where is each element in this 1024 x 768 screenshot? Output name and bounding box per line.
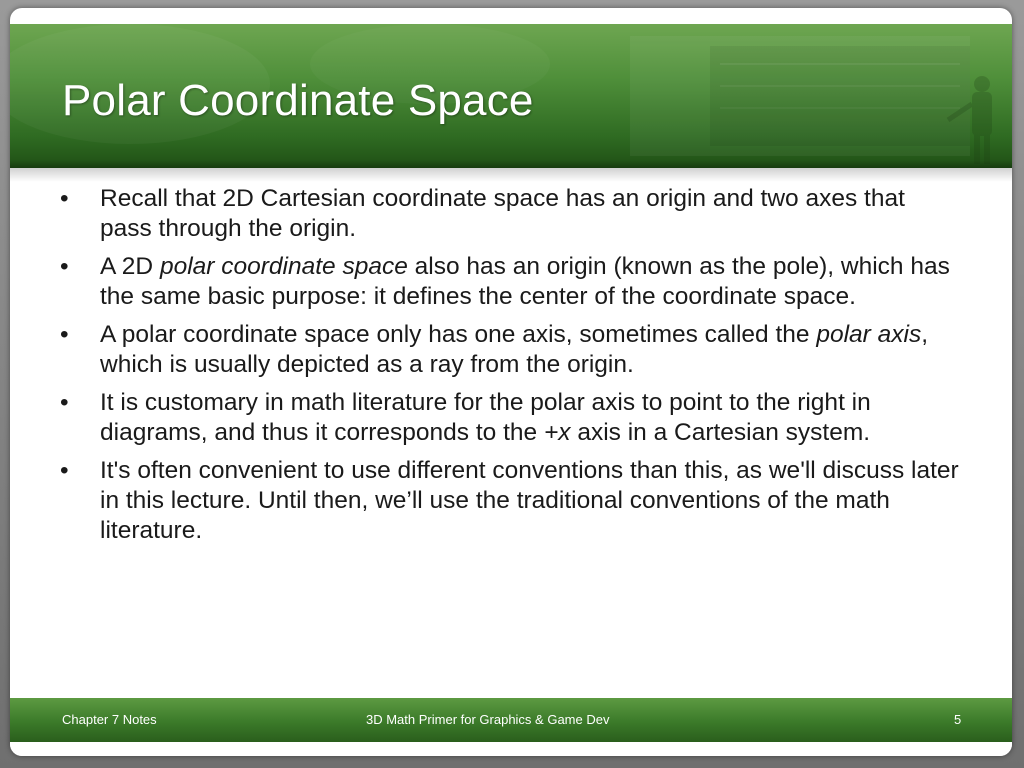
bullet-item <box>60 320 960 380</box>
slide-bottom-margin <box>10 742 1012 756</box>
bullet-text: axis in a Cartesian system. <box>570 419 871 446</box>
bullet-text: A 2D <box>100 253 160 280</box>
bullet-text: Recall that 2D Cartesian coordinate space has an origin and two axes that pass through the origin. <box>100 185 905 242</box>
slide <box>10 8 1012 756</box>
bullet-emphasis-text: +x <box>543 419 571 446</box>
bullet-emphasis-text: polar coordinate space <box>159 253 408 280</box>
bullet-item <box>60 252 960 312</box>
bullet-marker: • <box>60 457 69 484</box>
bullet-marker: • <box>60 253 69 280</box>
slide-number: 5 <box>954 712 962 727</box>
bullet-marker: • <box>60 185 69 212</box>
bullet-item <box>60 184 960 244</box>
bullet-marker: • <box>60 389 69 416</box>
bullet-emphasis-text: polar axis <box>816 321 922 348</box>
bullet-item <box>60 388 960 448</box>
bullet-list <box>60 184 960 554</box>
footer-chapter: Chapter 7 Notes <box>62 712 157 727</box>
slide-title: Polar Coordinate Space <box>62 76 534 125</box>
bullet-marker: • <box>60 321 69 348</box>
title-shadow <box>10 168 1012 182</box>
bullet-item <box>60 456 960 546</box>
bullet-text: A polar coordinate space only has one axis, sometimes called the <box>100 321 817 348</box>
footer-bar <box>10 698 1012 742</box>
footer-book-title: 3D Math Primer for Graphics & Game Dev <box>366 712 610 727</box>
title-banner <box>10 24 1012 168</box>
bullet-text: It is customary in math literature for the polar axis to point to the right in diagrams, and thus it corresponds to the <box>100 389 871 446</box>
bullet-text: , which is usually depicted as a ray from the origin. <box>100 321 929 378</box>
bullet-text: also has an origin (known as the pole), which has the same basic purpose: it defines the center of the coordinate space. <box>100 253 950 310</box>
bullet-text: It's often convenient to use different conventions than this, as we'll discuss later in this lecture. Until then, we’ll use the traditional conventions of the math literature. <box>100 457 959 544</box>
